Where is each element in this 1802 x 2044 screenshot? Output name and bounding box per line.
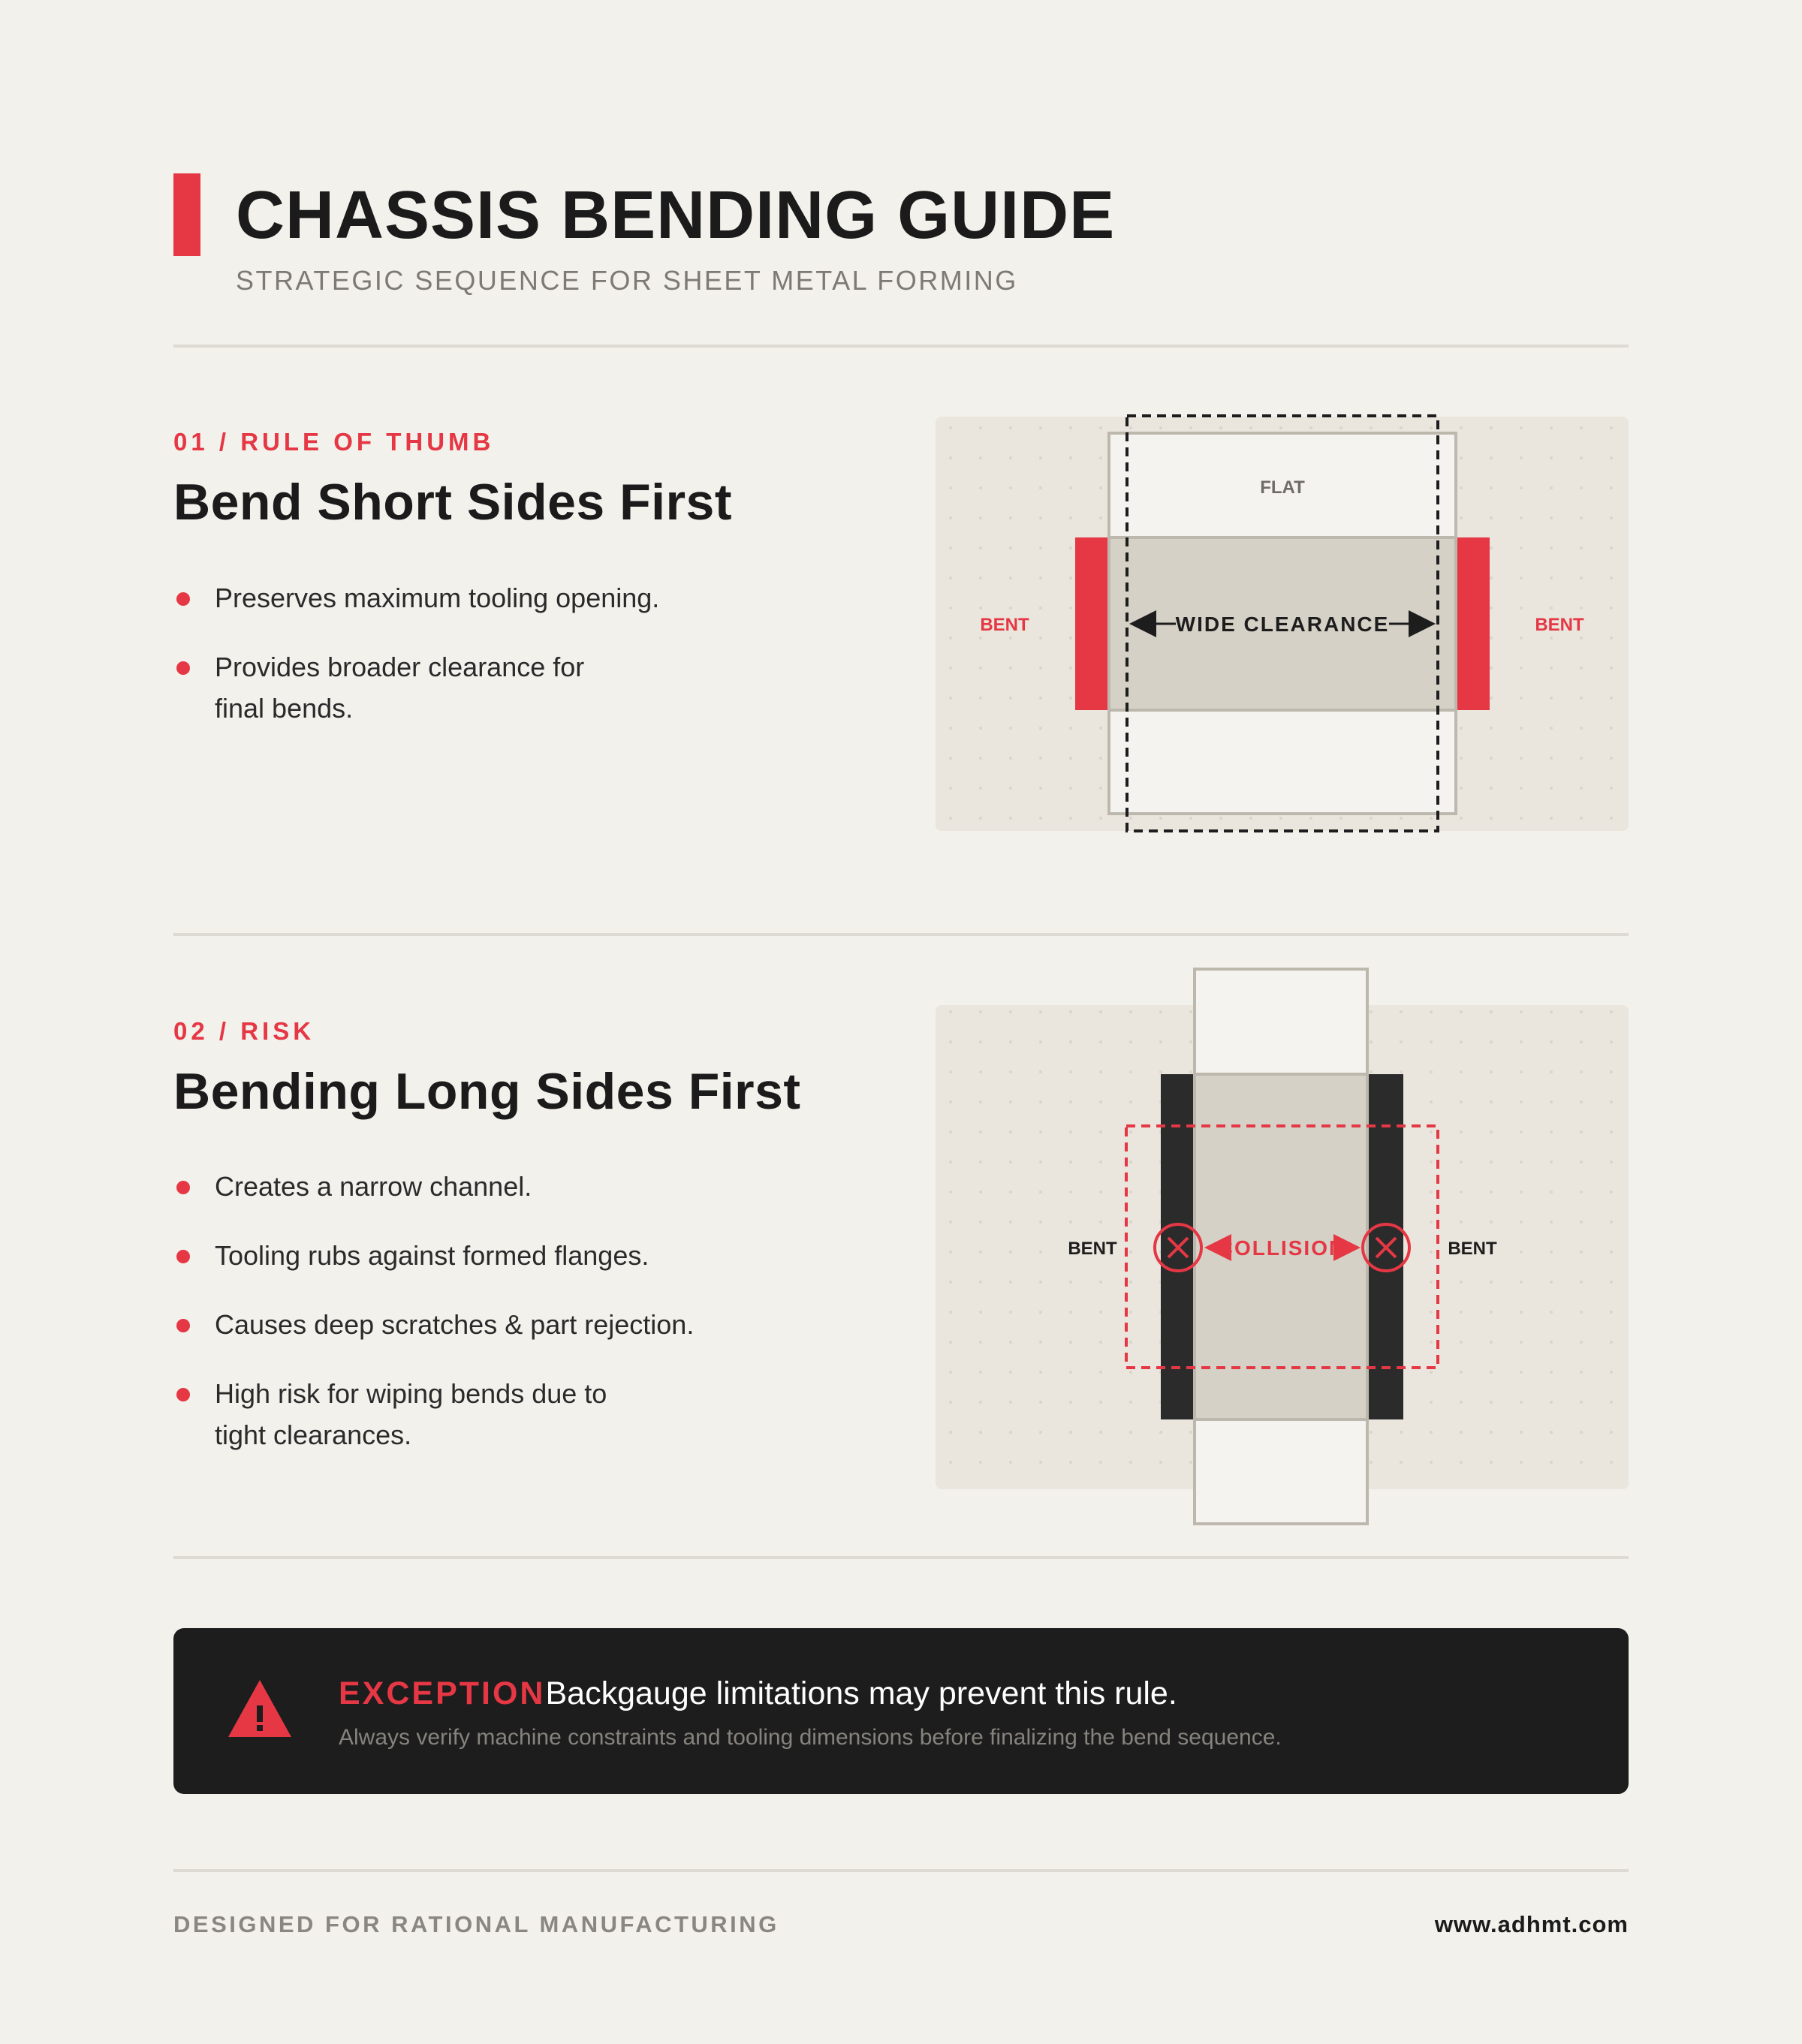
divider	[173, 933, 1629, 936]
bullet-dot	[176, 1388, 190, 1401]
page-subtitle: STRATEGIC SEQUENCE FOR SHEET METAL FORMING	[236, 265, 1018, 296]
footer-tagline: DESIGNED FOR RATIONAL MANUFACTURING	[173, 1911, 779, 1937]
section2-heading: Bending Long Sides First	[173, 1063, 801, 1120]
section1-kicker: 01 / RULE OF THUMB	[173, 428, 495, 456]
short-sides-first-diagram	[936, 413, 1629, 833]
divider	[173, 1556, 1629, 1559]
bent-label-right: BENT	[1448, 1239, 1497, 1259]
divider	[173, 345, 1629, 348]
bent-label-left: BENT	[1068, 1239, 1117, 1259]
page-title: CHASSIS BENDING GUIDE	[236, 178, 1116, 253]
bent-label-left: BENT	[980, 615, 1029, 635]
long-sides-first-diagram	[936, 967, 1629, 1526]
wide-clearance-label: WIDE CLEARANCE	[1175, 613, 1390, 636]
section1-heading: Bend Short Sides First	[173, 474, 732, 531]
callout-heading	[339, 1674, 1177, 1713]
footer-website-link[interactable]: www.adhmt.com	[1434, 1911, 1629, 1937]
bullet-dot	[176, 1250, 190, 1263]
section2-kicker: 02 / RISK	[173, 1017, 315, 1045]
exception-detail: Always verify machine constraints and tooling dimensions before finalizing the bend sequence.	[339, 1725, 1282, 1750]
bullet-dot	[176, 1181, 190, 1194]
exception-message: Backgauge limitations may prevent this rule.	[545, 1675, 1177, 1711]
bent-label-right: BENT	[1535, 615, 1584, 635]
warning-triangle-icon	[227, 1678, 293, 1738]
bullet-dot	[176, 592, 190, 606]
bullet-dot	[176, 661, 190, 675]
collision-label: COLLISION	[1217, 1236, 1346, 1260]
divider	[173, 1869, 1629, 1872]
bullet-dot	[176, 1319, 190, 1332]
title-accent-bar	[173, 173, 200, 256]
flat-label: FLAT	[1260, 477, 1305, 498]
exception-keyword: EXCEPTION	[339, 1675, 546, 1711]
